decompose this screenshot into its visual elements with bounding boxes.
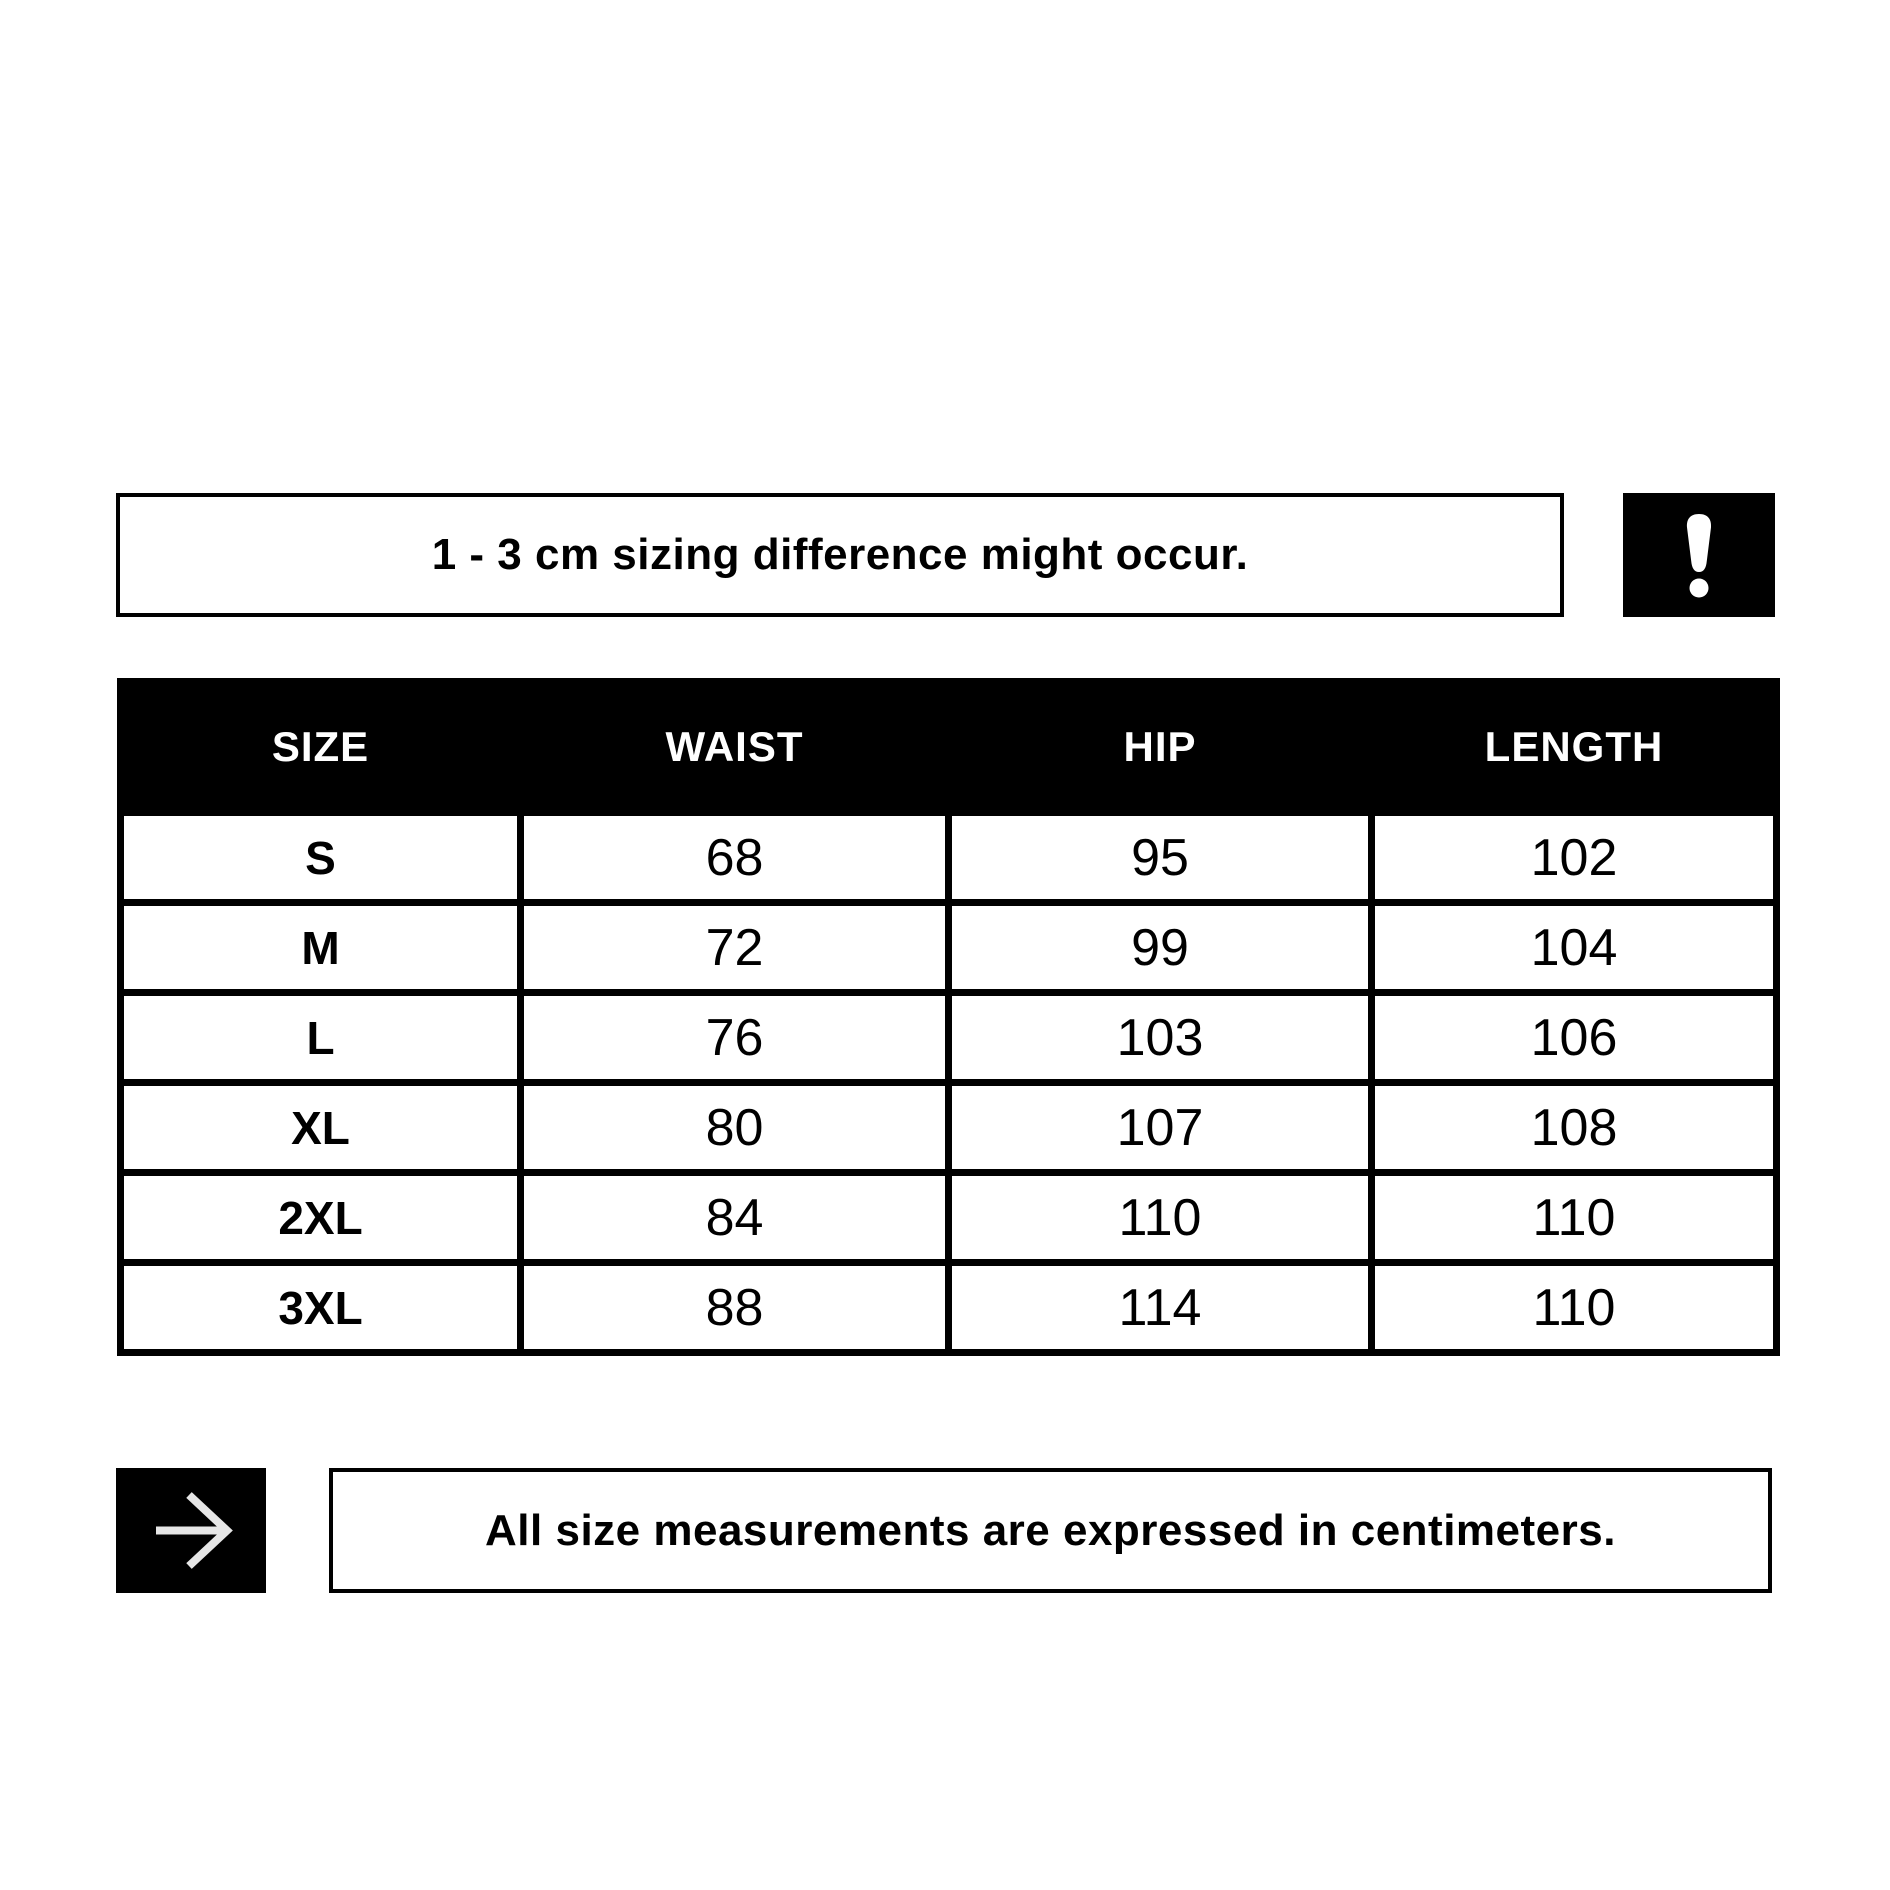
cell-waist: 72 (521, 903, 949, 993)
arrow-right-icon (116, 1468, 266, 1593)
table-row-xl (121, 1083, 1777, 1173)
cell-waist: 88 (521, 1263, 949, 1353)
cell-hip: 114 (949, 1263, 1372, 1353)
cell-size: S (121, 813, 521, 903)
exclamation-icon (1678, 512, 1720, 598)
cell-length: 108 (1372, 1083, 1777, 1173)
header-waist: WAIST (521, 682, 949, 813)
cell-waist: 68 (521, 813, 949, 903)
cell-length: 104 (1372, 903, 1777, 993)
header-hip: HIP (949, 682, 1372, 813)
cell-length: 102 (1372, 813, 1777, 903)
table-row-2xl (121, 1173, 1777, 1263)
header-size: SIZE (121, 682, 521, 813)
table-row-m (121, 903, 1777, 993)
cell-hip: 95 (949, 813, 1372, 903)
sizing-warning-text: 1 - 3 cm sizing difference might occur. (431, 530, 1249, 579)
units-note-box (329, 1468, 1772, 1593)
table-row-3xl (121, 1263, 1777, 1353)
sizing-warning-banner (116, 493, 1564, 617)
cell-size: L (121, 993, 521, 1083)
cell-waist: 84 (521, 1173, 949, 1263)
arrow-badge (116, 1468, 266, 1593)
units-note-text: All size measurements are expressed in centimeters. (485, 1505, 1616, 1555)
table-row-s (121, 813, 1777, 903)
cell-waist: 76 (521, 993, 949, 1083)
size-table-header-row (121, 682, 1777, 813)
header-length: LENGTH (1372, 682, 1777, 813)
cell-length: 106 (1372, 993, 1777, 1083)
cell-hip: 103 (949, 993, 1372, 1083)
size-table-container (117, 678, 1773, 1356)
cell-hip: 110 (949, 1173, 1372, 1263)
cell-size: 3XL (121, 1263, 521, 1353)
cell-hip: 107 (949, 1083, 1372, 1173)
table-row-l (121, 993, 1777, 1083)
alert-badge (1623, 493, 1775, 617)
cell-size: 2XL (121, 1173, 521, 1263)
cell-size: M (121, 903, 521, 993)
size-table (117, 678, 1780, 1356)
cell-length: 110 (1372, 1173, 1777, 1263)
cell-waist: 80 (521, 1083, 949, 1173)
cell-length: 110 (1372, 1263, 1777, 1353)
cell-size: XL (121, 1083, 521, 1173)
cell-hip: 99 (949, 903, 1372, 993)
